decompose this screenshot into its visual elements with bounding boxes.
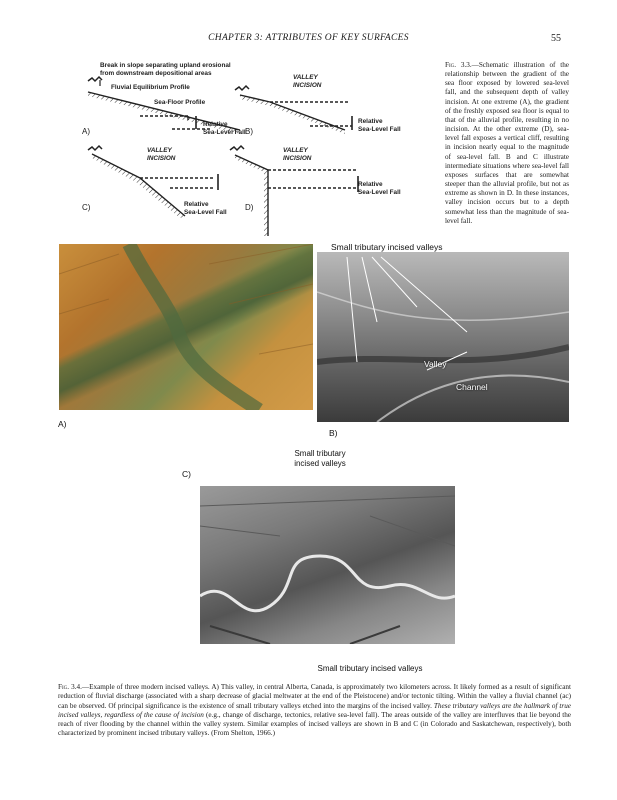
photo-b-label: B) — [329, 428, 338, 438]
diagram-panel-c-label: C) — [82, 203, 91, 212]
break-in-slope-label: Break in slope separating upland erosional from downstream depositional areas — [100, 62, 231, 77]
photo-c-top-callout: Small tributary incised valleys — [294, 449, 346, 468]
panel-c-relative-label: Relative Sea-Level Fall — [184, 201, 227, 216]
photo-a-alberta-valley — [59, 244, 313, 410]
diagram-panel-b-label: B) — [245, 127, 253, 136]
seafloor-profile-label: Sea-Floor Profile — [154, 99, 206, 106]
page-number: 55 — [551, 33, 561, 44]
diagram-panel-a-label: A) — [82, 127, 90, 136]
fluvial-profile-label: Fluvial Equilibrium Profile — [111, 84, 190, 91]
panel-d-relative-label: Relative Sea-Level Fall — [358, 181, 401, 196]
photo-b-callout: Small tributary incised valleys — [331, 242, 443, 252]
fig-3-3-caption: Fig. 3.3.—Schematic illustration of the relationship between the gradient of the sea floor exposed by lowered sea-level fall, and the subsequent depth of valley incision. At one extreme (A), the gradient of the freshly exposed sea floor is equal to that of the alluvial profile, resulting in no incision. At the other extreme (D), sea-level fall exposes a vertical cliff, resulting in incision nearly equal to the magnitude of sea-level fall. B and C illustrate intermediate situations where sea-level fall exposes surfaces that are somewhat steeper than the alluvial profile, but not as extreme as shown in D. In these instances, valley incision occurs but to a depth somewhat less than the magnitude of sea-level fall. — [445, 61, 569, 225]
panel-c-valley-incision-label: VALLEY INCISION — [147, 147, 176, 162]
photo-c-saskatchewan-valley — [200, 486, 455, 644]
photo-c-label: C) — [182, 469, 191, 479]
panel-d-valley-incision-label: VALLEY INCISION — [283, 147, 312, 162]
photo-c-bottom-callout: Small tributary incised valleys — [317, 664, 423, 673]
photo-b-colorado-valley — [317, 252, 569, 422]
fig-3-4-caption: Fig. 3.4.—Example of three modern incised valleys. A) This valley, in central Alberta, Canada, is approximately two kilometers across. It likely formed as a result of significant reduction of fluvial discharge (associated with a sharp decrease of glacial meltwater at the end of the Pleistocene) and/or tectonic tilting. Within the valley a fluvial channel (ac) can be observed. Of principal significance is the existence of small tributary valleys etched into the margins of the incised valley. These tributary valleys are the hallmark of true incised valleys, regardless of the cause of incision (e.g., change of discharge, tectonics, relative sea-level fall). The areas outside of the valley are interfluves that lie beyond the reach of river flooding by the channel within the valley system. Similar examples of incised valleys are shown in B and C (in Colorado and Saskatchewan, respectively), both characterized by prominent incised tributary valleys. (From Shelton, 1966.) — [58, 683, 571, 738]
chapter-title: CHAPTER 3: ATTRIBUTES OF KEY SURFACES — [208, 33, 409, 43]
photo-a-label: A) — [58, 419, 67, 429]
panel-b-valley-incision-label: VALLEY INCISION — [293, 74, 322, 89]
photo-b-valley-label: Valley — [424, 359, 447, 369]
diagram-panel-d-label: D) — [245, 203, 254, 212]
panel-b-relative-label: Relative Sea-Level Fall — [358, 118, 401, 133]
photo-b-channel-label: Channel — [456, 382, 488, 392]
panel-a-relative-label: Relative Sea-Level Fall — [203, 121, 246, 136]
